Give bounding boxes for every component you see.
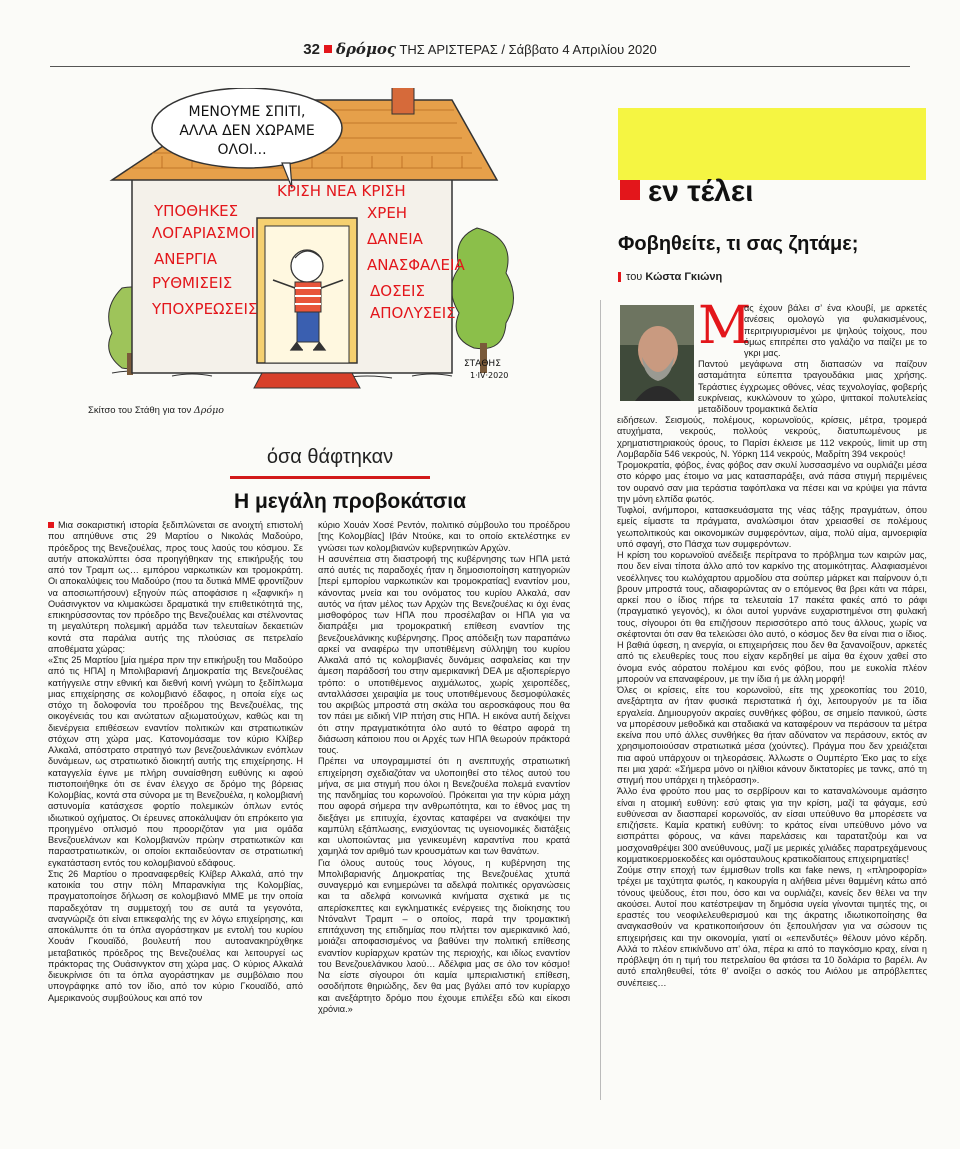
cartoon-illustration: [92, 88, 532, 398]
brand-rest: ΤΗΣ ΑΡΙΣΤΕΡΑΣ: [399, 42, 498, 57]
brand-name: δρόμος: [335, 40, 397, 58]
paragraph: κύριο Χουάν Χοσέ Ρεντόν, πολιτικό σύμβουλο του προέδρου [της Κολομβίας] Ιβάν Ντούκε, και το οποίο εκτελέστηκε εν γνώσει των κολομβιανών κυβερνητικών Αρχών.: [318, 520, 570, 553]
wall-word-right-6: ΑΠΟΛΥΣΕΙΣ: [370, 304, 456, 322]
red-square-icon: [620, 180, 640, 200]
red-square-icon: [324, 45, 332, 53]
door-mat: [254, 373, 360, 388]
left-article-column-1: [48, 520, 303, 1004]
wall-word-left-3: ΑΝΕΡΓΙΑ: [154, 250, 218, 268]
header-rule: [50, 66, 910, 67]
page-header: [50, 40, 910, 66]
paragraph: Άλλο ένα φρούτο που μας το σερβίρουν και το καταναλώνουμε αμάσητο είναι η ατομική ευθύνη: εσύ φταις για την κρίση, μαζί τα φάγαμε, εσύ ευθύνεσαι αν διασπαρεί κορωνοϊός, αν είσαι υπεύθυνο θα μπορέσετε να επιζήσετε. Καμία κρατική ευθύνη: το κράτος είναι υπεύθυνο μόνο να εισπράττει φόρους, να κάνει παρελάσεις και ταρατατζούμ και να μοσχοναθρέψει 300 ανεύθυνους, μαζί με μερικές χιλιάδες παρατρεχάμενους κομματικοερμοεκοδέες και ομόσταυλους κρατικοδίαιτους επιχειρηματίες!: [617, 786, 927, 864]
wall-word-right-4: ΑΝΑΣΦΑΛΕΙΑ: [367, 256, 465, 274]
page-number: 32: [303, 41, 320, 58]
paragraph: ας έχουν βάλει σ’ ένα κλουβί, με αρκετές ανέσεις ομολογώ για φυλακισμένους, περιτριγυρισμένοι με ψηλούς τοίχους, που όμως επιτρέπει στο γαλάζιο να παίζει με το γκρι μας.: [744, 303, 927, 358]
wall-word-left-1: ΥΠΟΘΗΚΕΣ: [154, 202, 239, 220]
author-photo: [620, 305, 694, 401]
drop-cap: Μ: [698, 296, 752, 356]
paragraph: Τρομοκρατία, φόβος, ένας φόβος σαν σκυλί λυσσασμένο να ουρλιάζει μέσα στο κόρφο μας έτοιμο να μας κατασπαράξει, ανά πάσα στιγμή περιμένεις τον ουρανό σαν μια τεράστια ταφόπλακα να πέσει και να κρύψει για πάντα την μόνη ελπίδα φωτός.: [617, 460, 927, 504]
wall-word-right-2: ΧΡΕΗ: [367, 204, 408, 222]
wall-word-left-5: ΥΠΟΧΡΕΩΣΕΙΣ: [152, 300, 258, 318]
paragraph: ειδήσεων. Σεισμούς, πολέμους, κορωνοϊούς, κρίσεις, μέτρα, τρομερά ατυχήματα, νεκρούς, πολλούς νεκρούς, διατυπωμένους με χρηματιστηριακούς όρους, το Παρίσι έκλεισε με 112 νεκρούς, limit up στη Λομβαρδία 546 νεκρούς, Ν. Υόρκη 114 νεκρούς, Μαδρίτη 394 νεκρούς!: [617, 415, 927, 459]
wall-word-right-5: ΔΟΣΕΙΣ: [370, 282, 425, 300]
byline: του Κώστα Γκιώνη: [618, 271, 722, 283]
paragraph: «Στις 25 Μαρτίου [μία ημέρα πριν την επικήρυξη του Μαδούρο από τις ΗΠΑ] η Μπολιβαριανή Δημοκρατία της Βενεζουέλας κατήγγειλε στην εθνική και διεθνή κοινή γνώμη το ξεδίπλωμα μιας επιχείρησης σε κολομβιανό έδαφος, η οποία είχε ως στόχο τη δολοφονία του προέδρου της Βενεζουέλας, της οικογένειάς του και ανώτατων αξιωματούχων, καθώς και τη διενέργεια επιθέσεων εναντίον πολιτικών και στρατιωτικών στόχων στη χώρα μας. Κατονομάσαμε τον κύριο Κλίβερ Αλκαλά, απόστρατο στρατηγό των βενεζουελάνικων ενόπλων δυνάμεων, ως στρατιωτικό διοικητή αυτής της επιχείρησης. Η καταγγελία έγινε με πλήρη συναίσθηση ευθύνης κι αφού πιστοποιήθηκε ότι σε έναν έλεγχο σε δρόμο της βόρειας Κολομβίας, κοντά στα σύνορα με τη Βενεζουέλα, η κολομβιανή αστυνομία κατάσχεσε φορτίο πολεμικών όπλων εντός ιδιωτικού οχήματος. Οι έρευνες αποκάλυψαν ότι επρόκειτο για προηγμένο οπλισμό που προοριζόταν για μια ομάδα Βενεζουελάνων και Κολομβιανών πρώην στρατιωτικών και παραστρατιωτικών, οι οποίοι εκπαιδεύονταν σε στρατιωτική εγκατάσταση εντός του κολομβιανού εδάφους.: [48, 655, 303, 868]
section-label: εν τέλει: [620, 175, 753, 209]
paragraph: Η ασυνέπεια στη διαστροφή της κυβέρνησης των ΗΠΑ μετά από αυτές τις παραδοχές ήταν η δημοσιοποίηση κατηγοριών [περί εμπορίου ναρκωτικών και τρομοκρατίας] εναντίον μου, κάνοντας μνεία και του ονόματος του κυρίου Αλκαλά, σαν αυτός να ήταν μέλος των Αρχών της Βενεζουέλας κι όχι ένας μισθοφόρος των ΗΠΑ που προσέλαβαν οι ΗΠΑ για να διαπράξει μια τρομοκρατική επίθεση εναντίον της βενεζουελάνικης κυβέρνησης. Προς απόδειξη των παραπάνω αρκεί να αναφέρω την υποτιθέμενη σύλληψη του κυρίου Αλκαλά από τις κολομβιανές δυνάμεις ασφαλείας και την άμεση παράδοσή του στην αμερικανική DEA με αξιοπερίεργο τρόπο: ο υποτιθέμενος αιχμάλωτος, χωρίς χειροπέδες, ανταλλάσσει χειραψία με τους υποτιθέμενους δεσμοφύλακές του ακριβώς μπροστά στη σκάλα του αεροσκάφους που θα τον πάει με ειδική VIP πτήση στις ΗΠΑ. Η εικόνα αυτή δείχνει ότι στην πραγματικότητα όλο αυτό το θέατρο αφορά τη διάσωση κάποιου που οι Αρχές των ΗΠΑ θεωρούν πράκτορά τους.: [318, 553, 570, 755]
right-article-title: Φοβηθείτε, τι σας ζητάμε;: [618, 233, 859, 255]
cartoon-signature: ΣΤΑΘΗΣ: [464, 359, 501, 369]
tree-right-icon: [452, 228, 514, 373]
red-square-icon: [48, 522, 54, 528]
chimney: [392, 88, 414, 114]
right-article-body: [617, 415, 927, 989]
right-article-intro: [744, 303, 927, 359]
paragraph: Τυφλοί, ανήμποροι, κατασκευάσματα της νέας τάξης πραγμάτων, όπου εμείς είμαστε τα πράγματα, αναλώσιμοι όταν χρειασθεί σε πολέμους γεωπολιτικούς και οικονομικών συμφερόντων, αίμα, πολύ αίμα, αμνοεριφία υπό σφαγή, στο Πάσχα των συμφερόντων.: [617, 505, 927, 549]
paragraph: Παντού μεγάφωνα στη διαπασών να παίζουν ασταμάτητα εύπεπτα τραγουδάκια μιας χρήσης. Τεράστιες έγχρωμες οθόνες, νέας τεχνολογίας, φοβερής ευκρίνειας, κυκλώνουν το χώρο, ψιττακοί πολυτελείας μεταδίδουν τρομακτικά δελτία: [698, 359, 927, 414]
wall-word-right-1: ΚΡΙΣΗ ΝΕΑ ΚΡΙΣΗ: [277, 182, 406, 200]
bubble-line-3: ΟΛΟΙ...: [217, 142, 267, 158]
wall-word-left-4: ΡΥΘΜΙΣΕΙΣ: [152, 274, 233, 292]
kicker-red-rule: [230, 476, 430, 479]
bubble-line-1: ΜΕΝΟΥΜΕ ΣΠΙΤΙ,: [188, 104, 306, 120]
wall-word-left-2: ΛΟΓΑΡΙΑΣΜΟΙ: [152, 224, 256, 242]
paragraph: Η κρίση του κορωνοϊού ανέδειξε περίτρανα το πρόβλημα των καιρών μας, που δεν είναι τίποτα άλλο από τον καρκίνο της ατομικότητας. Αλαφιασμένοι νεοέλληνες του κωλόχαρτου αρμοδίου στα σούπερ μάρκετ και παίρνουν ό,τι βρουν μπροστά τους, αδιαφορώντας αν ο επόμενος θα βρει κάτι να πάρει, αρκεί που ο ίδιος πήρε τα τελευταία 17 πακέτα φακές από το ράφι (πραγματικό γεγονός), κι όλοι αυτοί γυρνάνε ευχαριστημένοι στη φυλακή τους, σίγουροι ότι θα επιζήσουν περισσότερο από τους άλλους, χωρίς να σκέφτονται ότι σαν θα τελειώσει όλο αυτό, ο κόσμος δεν θα είναι πια ο ίδιος. Η βαθιά ύφεση, η ανεργία, οι επιχειρήσεις που δεν θα ξανανοίξουν, αρκετές από τις ελευθερίες τους που είχαν κερδηθεί με αίμα θα έχουν χαθεί στο όνομα ενός αόρατου πολέμου και ενός φόβου, που με ευκολία πλέον μπορούν να επαναφέρουν, με την ίδια ή με άλλη μορφή!: [617, 550, 927, 684]
red-bar-icon: [618, 272, 621, 282]
paragraph: Όλες οι κρίσεις, είτε του κορωνοϊού, είτε της χρεοκοπίας του 2010, ανεξάρτητα αν ήταν φυσικά περιστατικά ή όχι, λειτουργούν με τα ίδια εργαλεία. Δημιουργούν ακραίες συνθήκες φόβου, σε σημείο πανικού, ώστε να μπορέσουν μεθοδικά και σταδιακά να καταφέρουν να περάσουν τα μέτρα εκείνα που υπό άλλες συνθήκες θα ήταν αδύνατον να περάσουν, εκτός αν χρησιμοποιούσαν στρατιωτικά μέσα (χούντες). Πράγμα που δεν χρειάζεται πια αφού υπάρχουν οι τηλεοράσεις. Άλλωστε ο Ουμπέρτο Έκο μας το είχε πει μια χαρά: «Σήμερα μόνο οι ηλίθιοι κάνουν δικτατορίες με τανκς, από τη στιγμή που υπάρχει η τηλεόραση».: [617, 685, 927, 785]
left-article-column-2: [318, 520, 570, 1015]
wall-word-right-3: ΔΑΝΕΙΑ: [367, 230, 423, 248]
caption-italic: Δρόμο: [193, 405, 224, 416]
header-date: / Σάββατο 4 Απριλίου 2020: [501, 42, 657, 57]
bubble-line-2: ΑΛΛΑ ΔΕΝ ΧΩΡΑΜΕ: [179, 123, 315, 139]
paragraph: Πρέπει να υπογραμμιστεί ότι η ανεπιτυχής στρατιωτική επιχείρηση σχεδιαζόταν να υλοποιηθεί στο τέλος αυτού του μήνα, σε μια στιγμή που όλοι η Βενεζουέλα πολεμά εναντίον της πανδημίας του κορωνοϊού. Πρόκειται για την κύρια μάχη που αφορά σήμερα την ανθρωπότητα, και το έθνος μας τη διεξάγει με επιτυχία, έχοντας καταφέρει να ανακόψει την καμπύλη εξάπλωσης, ενισχύοντας τις υγειονομικές διατάξεις και υλοποιώντας μια γενικευμένη καραντίνα που κρατά χαμηλά τον αριθμό των κρουσμάτων και των θανάτων.: [318, 756, 570, 857]
column-divider: [600, 300, 601, 1100]
paragraph: Στις 26 Μαρτίου ο προαναφερθείς Κλίβερ Αλκαλά, από την κατοικία του στην πόλη Μπαρανκίγια της Κολομβίας, πραγματοποίησε δήλωση σε κολομβιανό ΜΜΕ με την οποία παραδεχόταν τη συμμετοχή του σε αυτά τα γεγονότα, αναγνώριζε ότι είναι επικεφαλής της εν λόγω επιχείρησης, και αποκάλυπτε ότι τα όπλα αγοράστηκαν με εντολή του κυρίου Χουάν Γκουαϊδό, βουλευτή που αυτοανακηρύχθηκε μεταβατικός πρόεδρος της Βενεζουέλας και λειτουργεί ως πράκτορας της Ουάσινγκτον στη χώρα μας. Ο κύριος Αλκαλά διευκρίνισε ότι τα όπλα αγοράστηκαν με συμβόλαιο που υπογράφηκε από τον ίδιο, από τον κύριο Γκουαϊδό, από Αμερικανούς συμβούλους και από τον: [48, 868, 303, 1003]
author-name: Κώστα Γκιώνη: [645, 271, 723, 283]
paragraph: Για όλους αυτούς τους λόγους, η κυβέρνηση της Μπολιβαριανής Δημοκρατίας της Βενεζουέλας χτυπά συναγερμό και ενημερώνει τα αδελφά πολιτικές οργανώσεις και τα αδελφά κοινωνικά κινήματα σχετικά με τις απερίσκεπτες και εγκληματικές ενέργειες της διοίκησης του Ντόναλντ Τραμπ – ο οποίος, παρά την τρομακτική επιτάχυνση της επιδημίας που πλήττει τον αμερικανικό λαό, μοιάζει αποφασισμένος να βαθύνει την πολιτική επίθεσης εναντίον κυρίαρχων κρατών της περιοχής, και ιδίως εναντίον του Βενεζουελάνικου λαού… Αδέλφια μας σε όλο τον κόσμο! Να είστε σίγουροι ότι καμία ιμπεριαλιστική επίθεση, οσοδήποτε θηριώδης, δεν θα μας βγάλει από τον κυρίαρχο και ανεξάρτητο δρόμο που έχουμε επιλέξει εδώ και είκοσι χρόνια.»: [318, 857, 570, 1014]
cartoon-caption: [88, 405, 224, 416]
paragraph: Ζούμε στην εποχή των έμμισθων trolls και fake news, η «πληροφορία» τρέχει με ταχύτητα φωτός, η κακουργία η αλήθεια μένει θαμμένη κάτω από τόνους ψεύδους, έτσι που, όσο και να ουρλιάζει, κανείς δεν θέλει να την ακούσει. Αυτοί που κατέστρεψαν τη δημόσια υγεία γίνονται τιμητές της, οι εραστές του νεοφιλελευθερισμού και της άκρατης ιδιωτικοποίησης θα αναγκασθούν να κρατικοποιήσουν ότι ξεπουλήσαν για να σώσουν τις επιχειρήσεις και την οικονομία, γιατί οι «επενδυτές» θέλουν μόνο κέρδη. Αλλά το πλέον επικίνδυνο απ’ όλα, πέρα κι από το παγκόσμιο κραχ, είναι η πρόβλεψη ότι η τιμή του πετρελαίου θα φτάσει τα 10 δολάρια το βαρέλι. Αν αυτό επαληθευθεί, τότε θ’ ανοίξει ο ασκός του Αιόλου με απρόβλεπτες συνέπειες…: [617, 865, 927, 988]
paragraph: Μια σοκαριστική ιστορία ξεδιπλώνεται σε ανοιχτή επιστολή που απηύθυνε στις 29 Μαρτίου ο Νικολάς Μαδούρο, πρόεδρος της Βενεζουέλας, προς τους λαούς του κόσμου. Σε αυτήν αποκαλύπτει όσα προηγήθηκαν της επικήρυξής του από τον Τραμπ ως… εμπόρου ναρκωτικών και τρομοκράτη. Οι αποκαλύψεις του Μαδούρο (που τα δυτικά ΜΜΕ φροντίζουν να αποσιωπήσουν) εξηγούν πώς αποφάσισε η «ξαφνική» η Ουάσινγκτον να κλιμακώσει δραματικά την επιθετικότητά της, επικηρύσσοντας τον πρόεδρο της Βενεζουέλας και στέλνοντας τη μεγαλύτερη πολεμική αρμάδα των τελευταίων δεκαετιών κοντά στα παράλια αυτής της πλούσιας σε πετρελαίο αποθέματα χώρας:: [48, 520, 303, 654]
left-article-kicker: όσα θάφτηκαν: [266, 446, 394, 468]
left-article-title: Η μεγάλη προβοκάτσια: [233, 490, 467, 513]
caption-text: Σκίτσο του Στάθη για τον: [88, 405, 192, 416]
right-article-intro-cont: [698, 359, 927, 415]
cartoon-signature-date: 1·IV·2020: [470, 371, 509, 380]
section-yellow-band: [618, 108, 926, 180]
